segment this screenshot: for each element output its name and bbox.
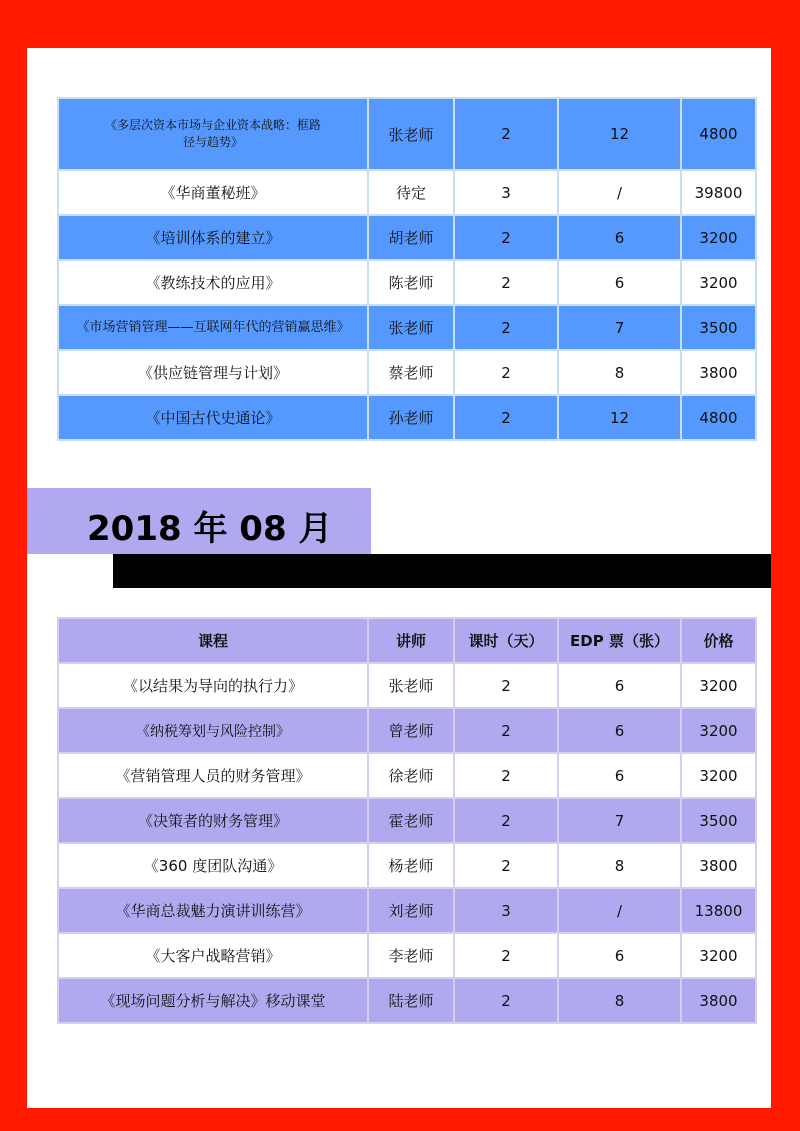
teacher-cell: 曾老师 [368,708,454,753]
days-cell: 2 [454,978,558,1023]
teacher-cell: 胡老师 [368,215,454,260]
table-row [58,305,756,350]
days-cell: 2 [454,260,558,305]
edp-cell: 6 [558,753,681,798]
course-cell: 《教练技术的应用》 [58,260,368,305]
price-cell: 3200 [681,708,756,753]
days-cell: 3 [454,888,558,933]
edp-cell: 8 [558,978,681,1023]
course-cell: 《市场营销管理——互联网年代的营销赢思维》 [58,305,368,350]
divider-bar [113,554,771,588]
price-cell: 3500 [681,305,756,350]
teacher-cell: 蔡老师 [368,350,454,395]
course-cell: 《360 度团队沟通》 [58,843,368,888]
teacher-cell: 陆老师 [368,978,454,1023]
edp-cell: 6 [558,708,681,753]
teacher-cell: 徐老师 [368,753,454,798]
table-row [58,888,756,933]
price-cell: 3800 [681,843,756,888]
course-cell: 《营销管理人员的财务管理》 [58,753,368,798]
teacher-cell: 待定 [368,170,454,215]
teacher-cell: 刘老师 [368,888,454,933]
course-name-line-1: 《多层次资本市场与企业资本战略：框路 [104,118,321,132]
table-row [58,395,756,440]
price-cell: 3800 [681,978,756,1023]
course-cell: 《纳税筹划与风险控制》 [58,708,368,753]
days-cell: 2 [454,753,558,798]
course-cell: 《华商董秘班》 [58,170,368,215]
teacher-cell: 杨老师 [368,843,454,888]
course-cell: 《华商总裁魅力演讲训练营》 [58,888,368,933]
days-cell: 2 [454,350,558,395]
month-heading: 2018 年 08 月 [87,509,333,549]
table-row [58,843,756,888]
edp-cell: 7 [558,305,681,350]
price-cell: 39800 [681,170,756,215]
edp-cell: 8 [558,350,681,395]
price-cell: 3200 [681,933,756,978]
header-price: 价格 [681,618,756,663]
days-cell: 2 [454,98,558,170]
course-cell [58,98,368,170]
edp-cell: / [558,170,681,215]
teacher-cell: 霍老师 [368,798,454,843]
course-cell: 《中国古代史通论》 [58,395,368,440]
document-page [27,48,771,1108]
header-course: 课程 [58,618,368,663]
days-cell: 2 [454,843,558,888]
price-cell: 3200 [681,663,756,708]
teacher-cell: 张老师 [368,305,454,350]
edp-cell: / [558,888,681,933]
course-name-line-2: 径与趋势》 [182,135,243,149]
teacher-cell: 张老师 [368,98,454,170]
edp-cell: 8 [558,843,681,888]
price-cell: 3200 [681,753,756,798]
teacher-cell: 陈老师 [368,260,454,305]
table-row [58,663,756,708]
course-cell: 《决策者的财务管理》 [58,798,368,843]
price-cell: 3200 [681,215,756,260]
teacher-cell: 李老师 [368,933,454,978]
days-cell: 2 [454,798,558,843]
edp-cell: 7 [558,798,681,843]
edp-cell: 6 [558,933,681,978]
edp-cell: 12 [558,395,681,440]
days-cell: 2 [454,708,558,753]
days-cell: 3 [454,170,558,215]
course-table-top [57,97,757,441]
price-cell: 3800 [681,350,756,395]
table-row [58,350,756,395]
days-cell: 2 [454,933,558,978]
price-cell: 3200 [681,260,756,305]
edp-cell: 12 [558,98,681,170]
edp-cell: 6 [558,663,681,708]
days-cell: 2 [454,215,558,260]
days-cell: 2 [454,305,558,350]
header-days: 课时（天） [454,618,558,663]
days-cell: 2 [454,395,558,440]
table-row [58,933,756,978]
table-row [58,98,756,170]
header-teacher: 讲师 [368,618,454,663]
teacher-cell: 张老师 [368,663,454,708]
table-row [58,978,756,1023]
teacher-cell: 孙老师 [368,395,454,440]
course-cell: 《供应链管理与计划》 [58,350,368,395]
edp-cell: 6 [558,215,681,260]
price-cell: 4800 [681,395,756,440]
table-row [58,215,756,260]
header-edp: EDP 票（张） [558,618,681,663]
price-cell: 13800 [681,888,756,933]
table-header-row [58,618,756,663]
table-row [58,260,756,305]
table-row [58,170,756,215]
table-row [58,798,756,843]
course-cell: 《培训体系的建立》 [58,215,368,260]
days-cell: 2 [454,663,558,708]
price-cell: 3500 [681,798,756,843]
table-row [58,753,756,798]
course-cell: 《大客户战略营销》 [58,933,368,978]
course-table-bottom [57,617,757,1024]
table-row [58,708,756,753]
course-cell: 《以结果为导向的执行力》 [58,663,368,708]
price-cell: 4800 [681,98,756,170]
edp-cell: 6 [558,260,681,305]
course-cell: 《现场问题分析与解决》移动课堂 [58,978,368,1023]
